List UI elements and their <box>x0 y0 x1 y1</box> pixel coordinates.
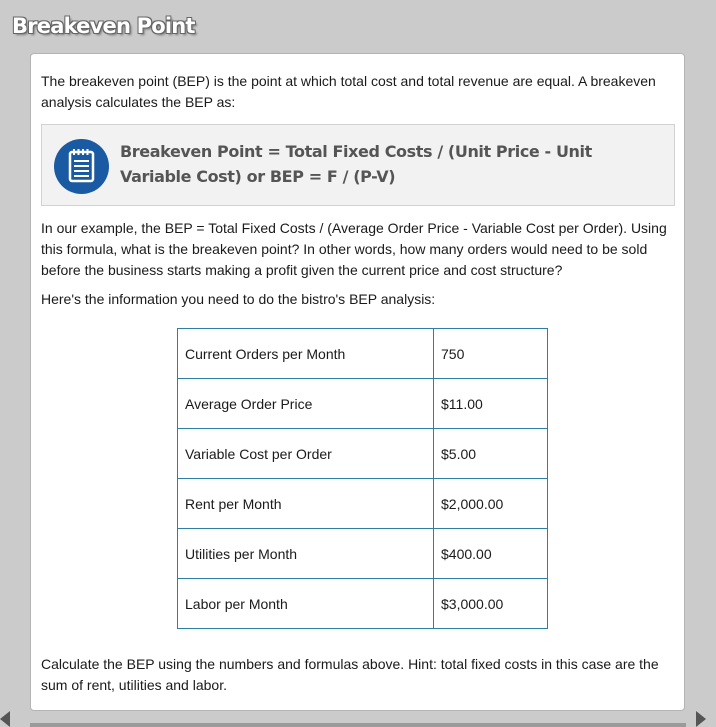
info-intro: Here's the information you need to do the bistro's BEP analysis: <box>41 291 436 307</box>
scroll-left-icon[interactable] <box>0 711 10 727</box>
horizontal-scrollbar[interactable] <box>30 723 686 727</box>
row-label: Labor per Month <box>178 579 434 629</box>
info-table <box>177 328 548 629</box>
row-value: $11.00 <box>434 379 548 429</box>
row-label: Variable Cost per Order <box>178 429 434 479</box>
table-row <box>178 479 548 529</box>
formula-text: Breakeven Point = Total Fixed Costs / (Unit Price - Unit Variable Cost) or BEP = F / (P-V) <box>120 142 592 186</box>
page-title: Breakeven Point <box>12 14 195 38</box>
example-paragraph: In our example, the BEP = Total Fixed Costs / (Average Order Price - Variable Cost per Order). Using this formula, what is the breakeven point? In other words, how many orders would need to be sold before the business starts making a profit given the current price and cost structure? <box>41 220 667 278</box>
table-row <box>178 379 548 429</box>
table-row <box>178 329 548 379</box>
table-row <box>178 529 548 579</box>
row-value: $5.00 <box>434 429 548 479</box>
intro-paragraph: The breakeven point (BEP) is the point at which total cost and total revenue are equal. A breakeven analysis calculates the BEP as: <box>41 73 656 110</box>
row-value: $3,000.00 <box>434 579 548 629</box>
row-value: $400.00 <box>434 529 548 579</box>
row-label: Average Order Price <box>178 379 434 429</box>
table-row <box>178 579 548 629</box>
row-value: $2,000.00 <box>434 479 548 529</box>
instructions-paragraph: Calculate the BEP using the numbers and formulas above. Hint: total fixed costs in this case are the sum of rent, utilities and labor. <box>41 656 659 693</box>
row-label: Current Orders per Month <box>178 329 434 379</box>
formula-callout <box>41 124 675 206</box>
scroll-right-icon[interactable] <box>696 711 706 727</box>
table-row <box>178 429 548 479</box>
notepad-icon <box>54 139 109 194</box>
row-label: Rent per Month <box>178 479 434 529</box>
content-card <box>30 53 685 711</box>
row-value: 750 <box>434 329 548 379</box>
row-label: Utilities per Month <box>178 529 434 579</box>
